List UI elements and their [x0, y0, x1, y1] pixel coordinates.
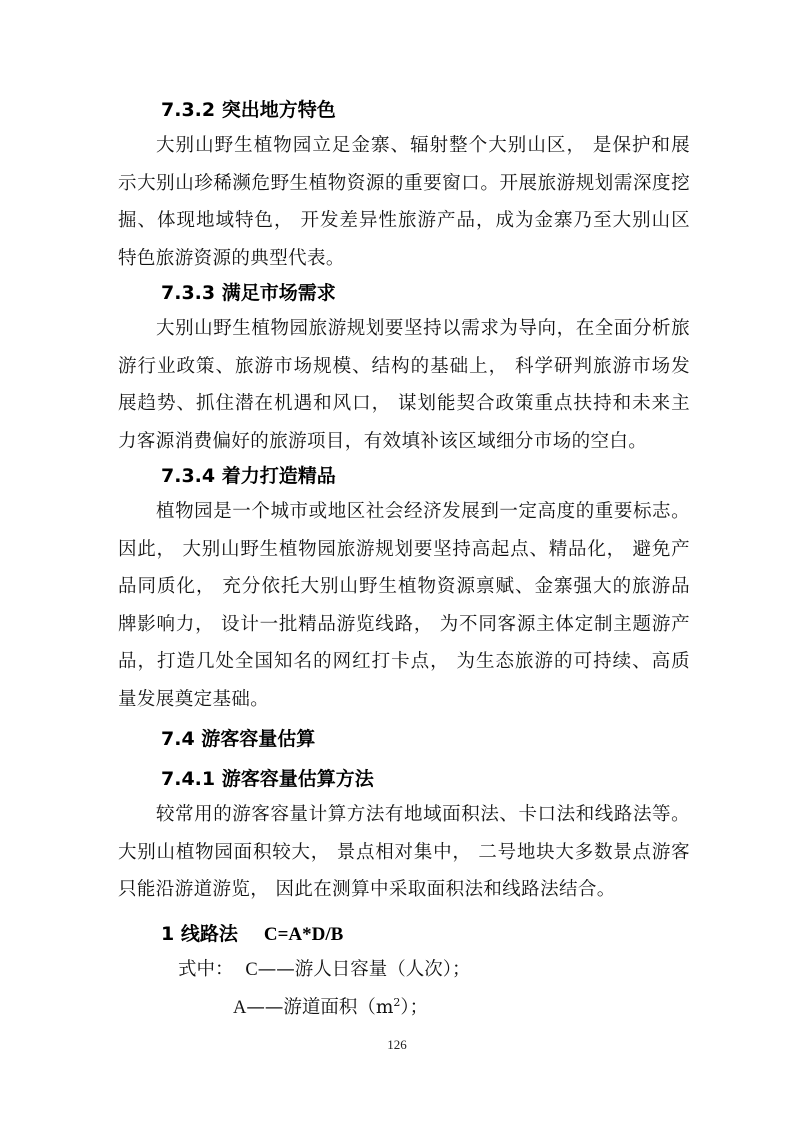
page-number: 126: [387, 1037, 407, 1052]
formula-definition-c: [178, 957, 471, 983]
formula-expression: C=A*D/B: [263, 924, 344, 945]
formula-symbol-c: C: [245, 960, 258, 980]
formula-desc-a: 游道面积（m: [283, 997, 394, 1018]
formula-desc-a-end: ）；: [400, 997, 429, 1018]
section-heading-7-3-2: 7.3.2 突出地方特色: [161, 99, 336, 121]
formula-dash: ——: [257, 959, 295, 980]
formula-method-label: 1 线路法: [161, 923, 238, 945]
section-heading-7-3-4: 7.3.4 着力打造精品: [161, 465, 336, 487]
section-body-7-4-1: 较常用的游客容量计算方法有地域面积法、卡口法和线路法等。大别山植物园面积较大， 景点相对集中， 二号地块大多数景点游客只能沿游道游览， 因此在测算中采取面积法和线路法结合。: [118, 804, 690, 901]
section-body-7-3-4: 植物园是一个城市或地区社会经济发展到一定高度的重要标志。因此， 大别山野生植物园旅游规划要坚持高起点、精品化， 避免产品同质化， 充分依托大别山野生植物资源禀赋、金寨强大的旅游品牌影响力， 设计一批精品游览线路， 为不同客源主体定制主题游产品，打造几处全国知名的网红打卡点， 为生态旅游的可持续、高质量发展奠定基础。: [118, 501, 690, 710]
formula-dash: ——: [246, 997, 284, 1018]
section-heading-7-4: 7.4 游客容量估算: [161, 728, 316, 750]
section-body-7-3-2: 大别山野生植物园立足金寨、辐射整个大别山区， 是保护和展示大别山珍稀濒危野生植物资源的重要窗口。开展旅游规划需深度挖掘、体现地域特色， 开发差异性旅游产品，成为金寨乃至大别山区特色旅游资源的典型代表。: [118, 135, 690, 269]
section-heading-7-4-1: 7.4.1 游客容量估算方法: [161, 768, 374, 790]
formula-title: [161, 921, 343, 948]
formula-superscript: 2: [393, 995, 401, 1009]
section-body-7-3-3: 大别山野生植物园旅游规划要坚持以需求为导向，在全面分析旅游行业政策、旅游市场规模、结构的基础上， 科学研判旅游市场发展趋势、抓住潜在机遇和风口， 谋划能契合政策重点扶持和未来主力客源消费偏好的旅游项目，有效填补该区域细分市场的空白。: [118, 318, 690, 452]
formula-symbol-a: A: [233, 998, 247, 1018]
formula-desc-c: 游人日容量（人次）；: [294, 959, 471, 980]
section-heading-7-3-3: 7.3.3 满足市场需求: [161, 282, 336, 304]
formula-where-label: 式中：: [178, 959, 234, 980]
formula-definition-a: [233, 995, 428, 1021]
